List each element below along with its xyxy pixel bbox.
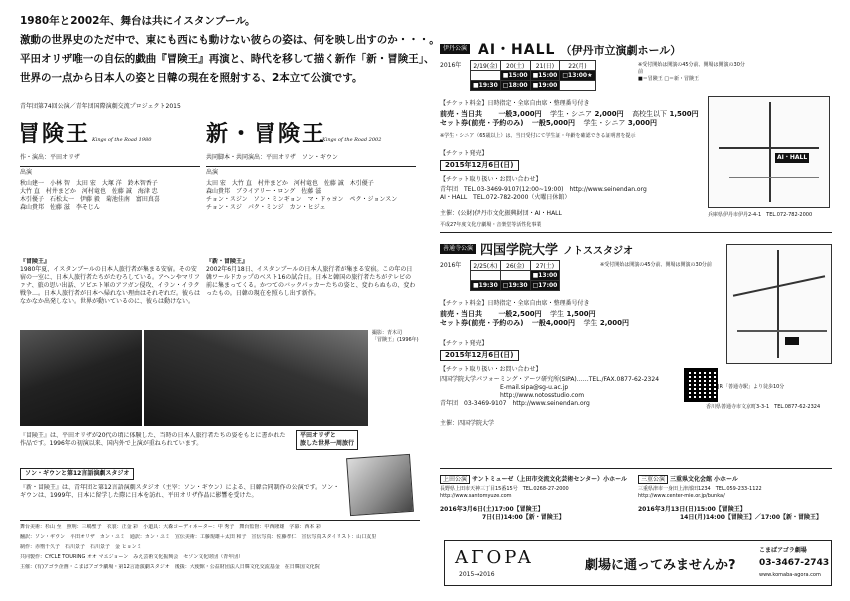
- ticket-cell: 学生・シニア: [550, 110, 593, 118]
- date-cell: 2/19(金): [471, 61, 501, 71]
- shikoku-map: [726, 244, 832, 364]
- shikoku-venue-name: 四国学院大学: [480, 243, 559, 258]
- contact-line: AI・HALL TEL.072-782-2000（火曜日休館）: [440, 194, 571, 201]
- staff-line: 制作：赤刎千久子 石川景子 石川景子 金 ヒョンミ: [20, 544, 142, 550]
- ticket-cell: 学生・シニア: [583, 119, 626, 127]
- ticket-row: [440, 119, 699, 128]
- mie-url[interactable]: http://www.center-mie.or.jp/bunka/: [638, 493, 725, 499]
- rail-line: [729, 177, 819, 178]
- mie-date: 14日(月)14:00【冒険王】／17:00【新・冒険王】: [680, 514, 823, 521]
- note-1: 『冒険王』は、平田オリザが20代の頃に体験した、当時の日本人旅行者たちの姿をもとに書かれた作品です。1996年の初演以来、国内外で上演が重ねられています。: [20, 432, 286, 447]
- time-cell: □17:00: [530, 281, 560, 291]
- time-cell: ■15:00: [500, 71, 530, 81]
- ueda-date: 2016年3月6日(土)17:00【冒険王】: [440, 506, 544, 513]
- shikoku-ticket-title: 【チケット料金】日時指定・全席自由席・整理番号付き: [440, 300, 590, 307]
- agora-banner: [444, 540, 832, 586]
- ueda-block: [440, 476, 630, 522]
- itami-contacts-label: 【チケット取り扱い・お問い合わせ】: [440, 176, 542, 183]
- contact-line: http://www.notosstudio.com: [500, 392, 585, 399]
- itami-access: 兵庫県伊丹市伊丹2-4-1 TEL.072-782-2000: [708, 212, 813, 218]
- time-cell: [471, 71, 501, 81]
- book-cover: [346, 454, 414, 516]
- time-cell: □19:30: [500, 281, 530, 291]
- shikoku-map-caption: JR「善通寺駅」より徒歩10分: [718, 384, 785, 390]
- play1-cast: [20, 180, 160, 212]
- play1-story: [20, 258, 200, 324]
- ticket-cell: セット券(前売・予約のみ): [440, 119, 524, 127]
- mie-address: 三重県津市一身田上津部田1234 TEL.059-233-1122: [638, 486, 762, 492]
- play2-story-head: 『新・冒険王』: [206, 258, 249, 265]
- shikoku-access: 香川県善通寺市文京町3-3-1 TEL.0877-62-2324: [706, 404, 821, 410]
- ueda-address: 長野県上田市天神三丁目15番15号 TEL.0268-27-2000: [440, 486, 569, 492]
- cast-line: 秋山建一 小林 智 太田 宏 大塚 洋 鈴木智香子: [20, 180, 158, 187]
- time-cell: ■19:00: [530, 81, 560, 91]
- agora-url[interactable]: www.komaba-agora.com: [759, 572, 821, 578]
- photo-caption: 撮影：青木司 「冒険王」(1996年): [372, 330, 419, 343]
- time-cell: ■19:30: [471, 281, 501, 291]
- shikoku-notes: ※受付開始は開演の45分前、開場は開演の30分前: [600, 262, 712, 268]
- itami-ticket-title: 【チケット料金】日時指定・全席自由席・整理番号付き: [440, 100, 590, 107]
- agora-tel: 03-3467-2743: [759, 558, 830, 568]
- shikoku-tag: 善通寺公演: [440, 244, 476, 254]
- mie-tag: 三重公演: [638, 475, 668, 484]
- itami-tag: 伊丹公演: [440, 44, 470, 54]
- ticket-cell: セット券(前売・予約のみ): [440, 319, 524, 327]
- mie-venue: 三重県文化会館 小ホール: [669, 476, 738, 483]
- cast-line: チョン・スジ パク・ミンジ カン・ヒジェ: [206, 204, 326, 211]
- cast-line: 木引優子 石松太一 伊藤 毅 菊池佳南 富田真喜: [20, 196, 160, 203]
- road-line: [733, 275, 825, 297]
- itami-release: [440, 150, 487, 158]
- play1-cast-label: 出演: [20, 169, 33, 176]
- cast-line: 太田 宏 大竹 直 村井まどか 河村竜也 佐藤 誠 木引優子: [206, 180, 374, 187]
- play1-title: 冒険王: [18, 121, 91, 147]
- itami-year: 2016年: [440, 62, 462, 69]
- shikoku-release: 【チケット発売】: [440, 340, 488, 347]
- mie-date: 2016年3月13日(日)15:00【冒険王】: [638, 506, 746, 513]
- ticket-cell: 1,500円: [669, 110, 699, 118]
- itami-schedule: [470, 60, 596, 91]
- contact-line: E-mail.sipa@sg-u.ac.jp: [500, 384, 569, 391]
- time-cell: □18:00: [500, 81, 530, 91]
- contact-line: 青年団 TEL.03-3469-9107(12:00~19:00) http://www.seinendan.org: [440, 186, 647, 193]
- divider: [440, 232, 832, 233]
- intro-line-4: 世界の一点から日本人の姿と日韓の現在を照射する、2本立て公演です。: [20, 72, 363, 84]
- ticket-row: [440, 110, 699, 119]
- time-cell: [471, 271, 501, 281]
- intro-line-3: 平田オリザ唯一の自伝的戯曲『冒険王』再演と、時代を移して描く新作「新・冒険王」、: [20, 53, 435, 65]
- intro-line-2: 激動の世界史のただ中で、東にも西にも動けない彼らの姿は、何を映し出すのか・・・。: [20, 34, 440, 46]
- date-cell: 21(日): [530, 61, 560, 71]
- itami-release-date: 2015年12月6日(日): [440, 160, 519, 171]
- rail-line: [737, 330, 827, 332]
- agora-years: 2015→2016: [459, 571, 495, 578]
- itami-contacts: [440, 186, 647, 202]
- time-cell: [560, 81, 595, 91]
- agora-org: こまばアゴラ劇場: [759, 547, 807, 554]
- play2-credit: 共同脚本・共同演出：平田オリザ ソン・ギウン: [206, 154, 338, 161]
- date-cell: 27(土): [530, 261, 560, 271]
- date-cell: 2/25(木): [471, 261, 501, 271]
- cast-line: 大竹 直 村井まどか 河村竜也 佐藤 誠 海津 忠: [20, 188, 158, 195]
- ticket-cell: 高校生以下: [632, 110, 668, 118]
- ticket-cell: 学生: [550, 310, 565, 318]
- itami-organizer: 主催：(公財)伊丹市文化振興財団・AI・HALL: [440, 210, 562, 217]
- ticket-cell: 2,000円: [599, 319, 630, 327]
- itami-ticket-rows: [440, 110, 699, 128]
- time-cell: [500, 271, 530, 281]
- ticket-cell: 3,000円: [627, 119, 658, 127]
- divider: [440, 468, 832, 469]
- itami-legend: ■＝冒険王 □＝新・冒険王: [638, 76, 700, 82]
- shikoku-contacts: [440, 376, 659, 408]
- cast-line: 森山貴邦 ブライアリー・ロング 佐藤 滋: [206, 188, 322, 195]
- shikoku-venue-sub: ノトススタジオ: [563, 246, 634, 257]
- ticket-cell: 前売・当日共: [440, 310, 482, 318]
- shikoku-release-date: 2015年12月6日(日): [440, 350, 519, 361]
- ticket-cell: 一般2,500円: [498, 310, 542, 318]
- ticket-row: [440, 310, 629, 319]
- intro-block: [20, 12, 440, 88]
- ticket-cell: 一般5,000円: [531, 119, 575, 127]
- play1-story-head: 『冒険王』: [20, 258, 51, 265]
- venue-marker: [785, 337, 799, 345]
- road-line: [769, 102, 771, 202]
- road-line: [777, 250, 779, 358]
- staff-line: 舞台美術：杉山 至 照明：三嶋聖子 衣裳：正金 彩 小道具：大森コーディネーター：中 秀子 舞台監督：中西隆雄 字幕：西本 彩: [20, 524, 321, 530]
- mie-block: [638, 476, 833, 522]
- itami-venue-name: AI・HALL: [478, 42, 556, 58]
- itami-map: [708, 96, 830, 208]
- play2-story-text: 2002年6月18日、イスタンブールの日本人旅行者が集まる安宿。この年の日韓ワールドカップのベスト16の試合日。日本と韓国の旅行者たちがテレビの前に集まってくる。かつてのバックパッカーたちの姿と、変わらぬもの、変わったもの。日韓の現在を照らし出す新作。: [206, 266, 416, 297]
- agora-tagline: 劇場に通ってみませんか?: [585, 558, 736, 573]
- contact-line: 青年団 03-3469-9107 http://www.seinendan.org: [440, 400, 590, 407]
- play1-credit: 作・演出：平田オリザ: [20, 154, 80, 161]
- itami-support: 平成27年度文化庁劇場・音楽堂等活性化事業: [440, 222, 542, 228]
- itami-notes: [638, 62, 748, 83]
- book-caption: 平田オリザと 旅した世界一周旅行: [296, 430, 358, 450]
- time-cell: ■13:00: [530, 271, 560, 281]
- play2-subtitle: Kings of the Road 2002: [322, 137, 382, 143]
- note-2: 『新・冒険王』は、青年団と第12言語演劇スタジオ（主宰：ソン・ギウン）による、日韓合同制作の公演です。ソン・ギウンは、1999年、日本に留学した際に日本を訪れ、平田オリザ作品に影響を受けた。: [20, 484, 340, 499]
- staff-line: 翻訳：ソン・ギウン 平田オリザ カン・ユミ 通訳：カン・ユミ 宣伝美術：工藤規雄＋太田 和子 宣伝写真：佐藤孝仁 宣伝写真スタイリスト：山口友里: [20, 534, 377, 540]
- staff-credits: [20, 524, 424, 571]
- itami-note: ※受付開始は開演の45分前、開場は開演の30分前: [638, 62, 745, 75]
- staff-line: 主催：(有)アゴラ企画・こまばアゴラ劇場・第12言語演劇スタジオ 後援：大使館・公益財団法人日韓文化交流基金 在日韓国文化院: [20, 564, 320, 570]
- ticket-cell: 1,500円: [566, 310, 596, 318]
- cast-line: 森山貴邦 佐藤 滋 李そじん: [20, 204, 100, 211]
- ticket-cell: 一般3,000円: [498, 110, 542, 118]
- ueda-date: 7日(日)14:00【新・冒険王】: [482, 514, 565, 521]
- time-cell: □13:00★: [560, 71, 595, 81]
- play2-story: [206, 258, 416, 324]
- ticket-cell: 2,000円: [594, 110, 624, 118]
- shikoku-venue: [480, 239, 633, 258]
- itami-venue: [478, 39, 681, 59]
- play1-story-text: 1980年夏、イスタンブールの日本人旅行者が集まる安宿。その安宿の一室に、日本人旅行者たちがたむろしている。アヘンやマリファナ、旅の思い出話、ソビエト軍のアフガン侵攻、イラン・イラク戦争…。日本人旅行者が日本へ帰れない理由はそれぞれだ。彼らはなかなか出発しない。世界が動いているのに、彼らは動けない。: [20, 266, 200, 305]
- ticket-row: [440, 319, 629, 328]
- shikoku-year: 2016年: [440, 262, 462, 269]
- agora-logo: AΓOPA: [455, 547, 534, 568]
- divider: [20, 520, 420, 521]
- play2-title: 新・冒険王: [206, 121, 327, 147]
- ueda-url[interactable]: http://www.santomyuze.com: [440, 493, 512, 499]
- stage-photo-2: [144, 330, 368, 426]
- shikoku-contacts-label: 【チケット取り扱い・お問い合わせ】: [440, 366, 542, 373]
- staff-line: 共同製作：CYCLE TOURING オオ マエジョーン みえ芸術文化振興会 セゾン文化財団（青年団）: [20, 554, 244, 560]
- intro-line-1: 1980年と2002年、舞台は共にイスタンブール。: [20, 15, 256, 27]
- play2-cast: [206, 180, 397, 212]
- ueda-tag: 上田公演: [440, 475, 470, 484]
- itami-venue-sub: （伊丹市立演劇ホール）: [560, 44, 682, 57]
- play1-subtitle: Kings of the Road 1980: [92, 137, 152, 143]
- divider: [20, 166, 200, 167]
- contact-line: 四国学院大学パフォーミング・アーツ研究所(SIPA)……TEL./FAX.0877-62-2324: [440, 376, 660, 383]
- shikoku-ticket-rows: [440, 310, 629, 328]
- divider: [206, 166, 416, 167]
- note-badge: ソン・ギウンと第12言語演劇スタジオ: [20, 468, 134, 480]
- date-cell: 22(月): [560, 61, 595, 71]
- ticket-cell: 学生: [583, 319, 598, 327]
- release-label: 【チケット発売】: [440, 150, 488, 157]
- qr-code[interactable]: [684, 368, 718, 402]
- shikoku-organizer: 主催：四国学院大学: [440, 420, 495, 427]
- date-cell: 20(土): [500, 61, 530, 71]
- itami-ticket-note: ※学生・シニア（65歳以上）は、当日受付にて学生証・年齢を確認できる証明書を提示: [440, 133, 636, 139]
- play2-cast-label: 出演: [206, 169, 219, 176]
- stage-photo-1: [20, 330, 142, 426]
- time-cell: ■15:00: [530, 71, 560, 81]
- ueda-venue: サントミューゼ（上田市交流文化芸術センター）小ホール: [471, 476, 628, 483]
- date-cell: 26(金): [500, 261, 530, 271]
- itami-map-label: AI・HALL: [777, 154, 808, 161]
- ticket-cell: 前売・当日共: [440, 110, 482, 118]
- time-cell: ■19:30: [471, 81, 501, 91]
- ticket-cell: 一般4,000円: [531, 319, 575, 327]
- cast-line: チョン・スジン ソン・ミンギョン マ・ドゥヨン ペク・ジョンスン: [206, 196, 398, 203]
- shikoku-schedule: [470, 260, 560, 291]
- project-label: 青年団第74回公演／青年団国際演劇交流プロジェクト2015: [20, 103, 181, 110]
